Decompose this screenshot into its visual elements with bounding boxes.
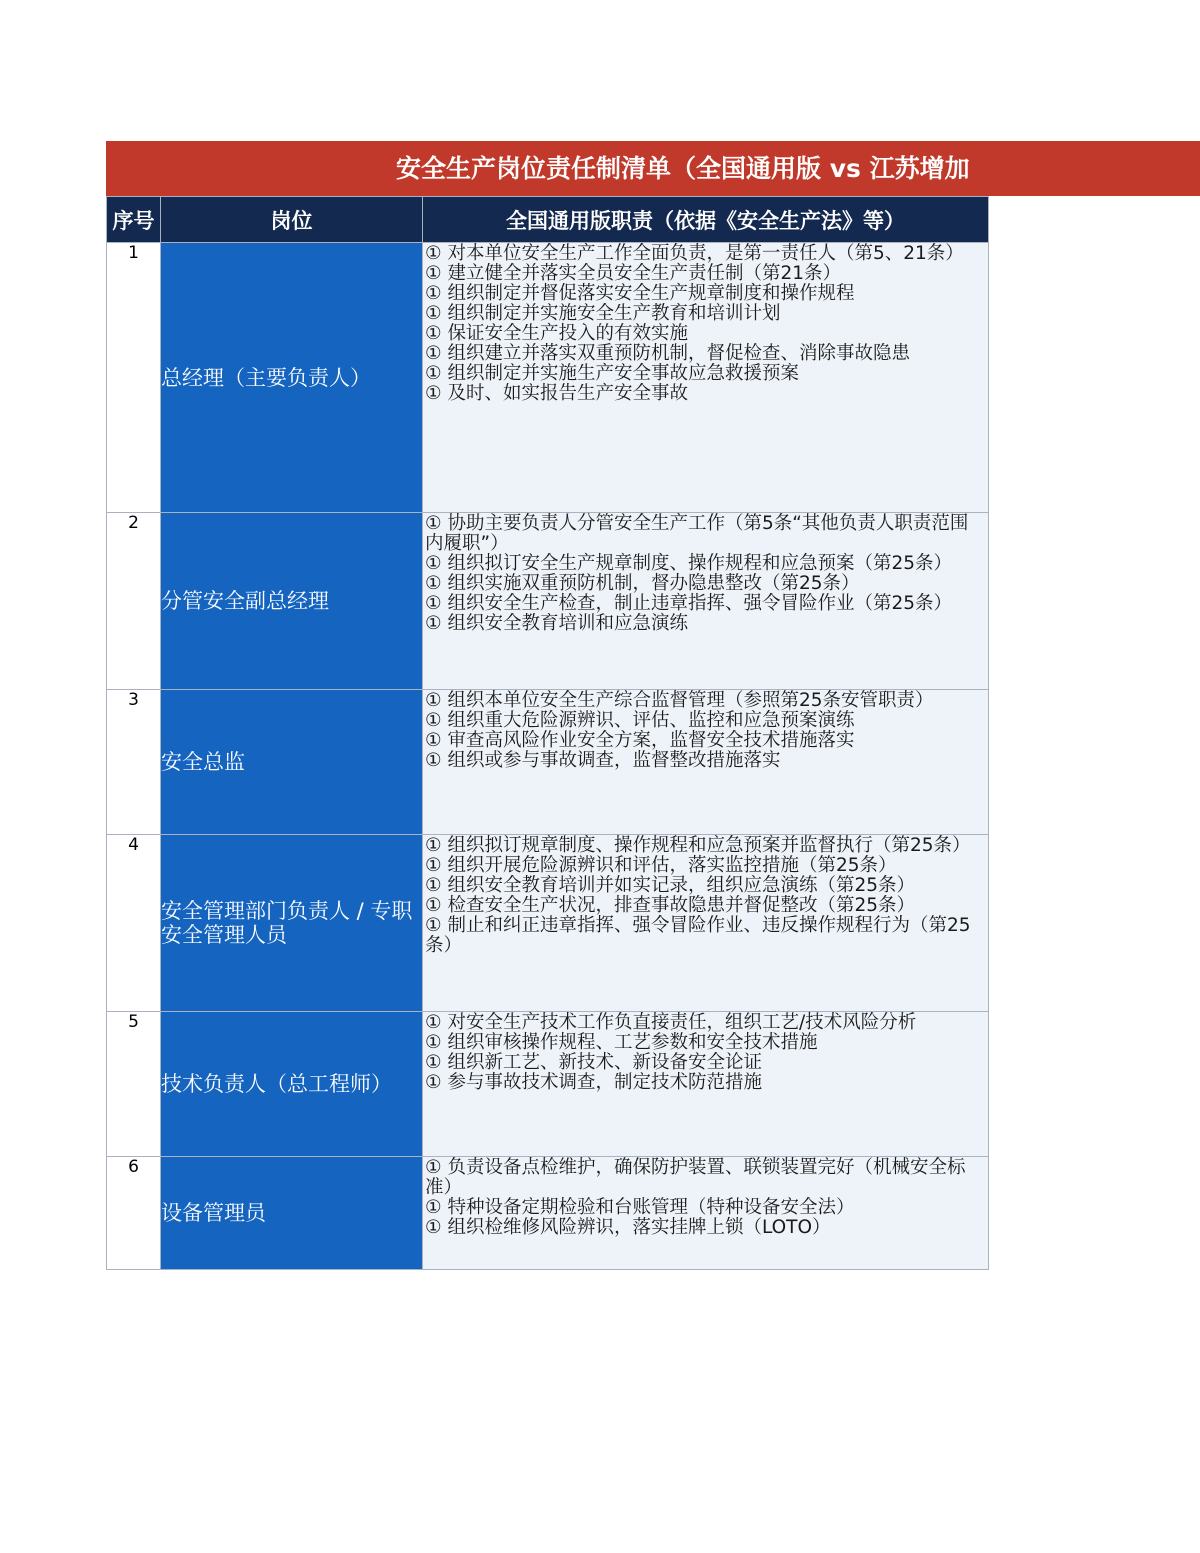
duty-item: ① 特种设备定期检验和台账管理（特种设备安全法） (425, 1197, 855, 1218)
duty-item: ① 组织或参与事故调查，监督整改措施落实 (425, 750, 781, 771)
responsibility-table (106, 196, 989, 1270)
duties-cell (423, 1157, 989, 1270)
table-body (107, 243, 989, 1270)
row-seq-number: 4 (107, 835, 161, 1012)
duty-item: ① 组织制定并实施安全生产教育和培训计划 (425, 303, 781, 324)
row-seq-number: 2 (107, 513, 161, 690)
table-header-row (107, 197, 989, 243)
duty-list (423, 690, 988, 771)
duty-item: ① 组织重大危险源辨识、评估、监控和应急预案演练 (425, 710, 855, 731)
duty-item: ① 制止和纠正违章指挥、强令冒险作业、违反操作规程行为（第25条） (425, 915, 971, 956)
duty-item: ① 审查高风险作业安全方案，监督安全技术措施落实 (425, 730, 855, 751)
row-seq-number: 5 (107, 1012, 161, 1157)
duties-cell (423, 1012, 989, 1157)
duty-item: ① 组织制定并实施生产安全事故应急救援预案 (425, 363, 799, 384)
post-name-cell: 安全总监 (161, 690, 423, 835)
duty-item: ① 保证安全生产投入的有效实施 (425, 323, 688, 344)
duty-list (423, 835, 988, 956)
post-name-cell: 总经理（主要负责人） (161, 243, 423, 513)
duty-item: ① 组织安全教育培训并如实记录，组织应急演练（第25条） (425, 875, 916, 896)
duty-item: ① 组织检维修风险辨识，落实挂牌上锁（LOTO） (425, 1217, 831, 1238)
duty-item: ① 组织安全教育培训和应急演练 (425, 613, 688, 634)
duties-cell (423, 243, 989, 513)
duty-item: ① 及时、如实报告生产安全事故 (425, 383, 688, 404)
row-seq-number: 3 (107, 690, 161, 835)
duty-list (423, 513, 988, 634)
duty-item: ① 建立健全并落实全员安全生产责任制（第21条） (425, 263, 842, 284)
table-row (107, 243, 989, 513)
page-title: 安全生产岗位责任制清单（全国通用版 vs 江苏增加 (396, 154, 970, 183)
post-name-cell: 分管安全副总经理 (161, 513, 423, 690)
column-header-post: 岗位 (161, 197, 423, 243)
title-banner (106, 141, 1200, 196)
duty-item: ① 组织新工艺、新技术、新设备安全论证 (425, 1052, 762, 1073)
duty-item: ① 组织拟订规章制度、操作规程和应急预案并监督执行（第25条） (425, 835, 971, 856)
duty-item: ① 协助主要负责人分管安全生产工作（第5条“其他负责人职责范围内履职”） (425, 513, 969, 554)
post-name-cell: 安全管理部门负责人 / 专职安全管理人员 (161, 835, 423, 1012)
duty-item: ① 组织建立并落实双重预防机制，督促检查、消除事故隐患 (425, 343, 910, 364)
post-name-cell: 设备管理员 (161, 1157, 423, 1270)
duty-list (423, 1157, 988, 1238)
table-row (107, 835, 989, 1012)
duty-list (423, 1012, 988, 1093)
duty-item: ① 检查安全生产状况，排查事故隐患并督促整改（第25条） (425, 895, 916, 916)
duty-item: ① 对安全生产技术工作负直接责任，组织工艺/技术风险分析 (425, 1012, 917, 1033)
table-row (107, 1157, 989, 1270)
table-row (107, 513, 989, 690)
row-seq-number: 1 (107, 243, 161, 513)
duty-item: ① 组织安全生产检查，制止违章指挥、强令冒险作业（第25条） (425, 593, 953, 614)
duties-cell (423, 690, 989, 835)
duty-item: ① 参与事故技术调查，制定技术防范措施 (425, 1072, 762, 1093)
duty-item: ① 组织审核操作规程、工艺参数和安全技术措施 (425, 1032, 818, 1053)
duty-item: ① 组织开展危险源辨识和评估，落实监控措施（第25条） (425, 855, 897, 876)
duty-item: ① 组织拟订安全生产规章制度、操作规程和应急预案（第25条） (425, 553, 953, 574)
table-row (107, 1012, 989, 1157)
table-row (107, 690, 989, 835)
column-header-duties: 全国通用版职责（依据《安全生产法》等） (423, 197, 989, 243)
duties-cell (423, 835, 989, 1012)
column-header-seq: 序号 (107, 197, 161, 243)
duty-item: ① 组织本单位安全生产综合监督管理（参照第25条安管职责） (425, 690, 934, 711)
duty-item: ① 组织制定并督促落实安全生产规章制度和操作规程 (425, 283, 855, 304)
duty-item: ① 负责设备点检维护，确保防护装置、联锁装置完好（机械安全标准） (425, 1157, 966, 1198)
duties-cell (423, 513, 989, 690)
duty-item: ① 组织实施双重预防机制，督办隐患整改（第25条） (425, 573, 860, 594)
duty-item: ① 对本单位安全生产工作全面负责，是第一责任人（第5、21条） (425, 243, 964, 264)
duty-list (423, 243, 988, 404)
row-seq-number: 6 (107, 1157, 161, 1270)
post-name-cell: 技术负责人（总工程师） (161, 1012, 423, 1157)
